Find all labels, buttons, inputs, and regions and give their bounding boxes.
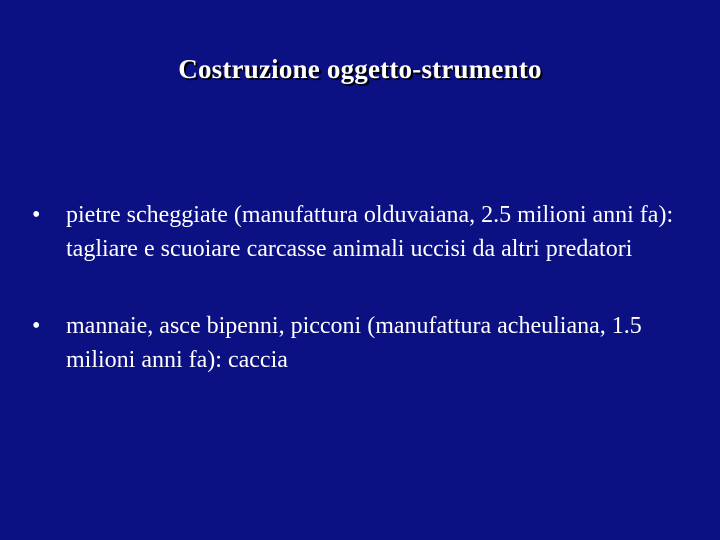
slide-title: Costruzione oggetto-strumento — [178, 54, 542, 84]
bullet-text: pietre scheggiate (manufattura olduvaiana, 2.5 milioni anni fa): tagliare e scuoiare carcasse animali uccisi da altri predatori — [66, 202, 674, 262]
bullet-text: mannaie, asce bipenni, picconi (manufattura acheuliana, 1.5 milioni anni fa): caccia — [66, 313, 642, 373]
bullet-list — [32, 198, 692, 377]
bullet-item — [32, 198, 692, 266]
bullet-icon: • — [32, 202, 41, 228]
bullet-icon: • — [32, 313, 41, 339]
bullet-item — [32, 309, 692, 377]
